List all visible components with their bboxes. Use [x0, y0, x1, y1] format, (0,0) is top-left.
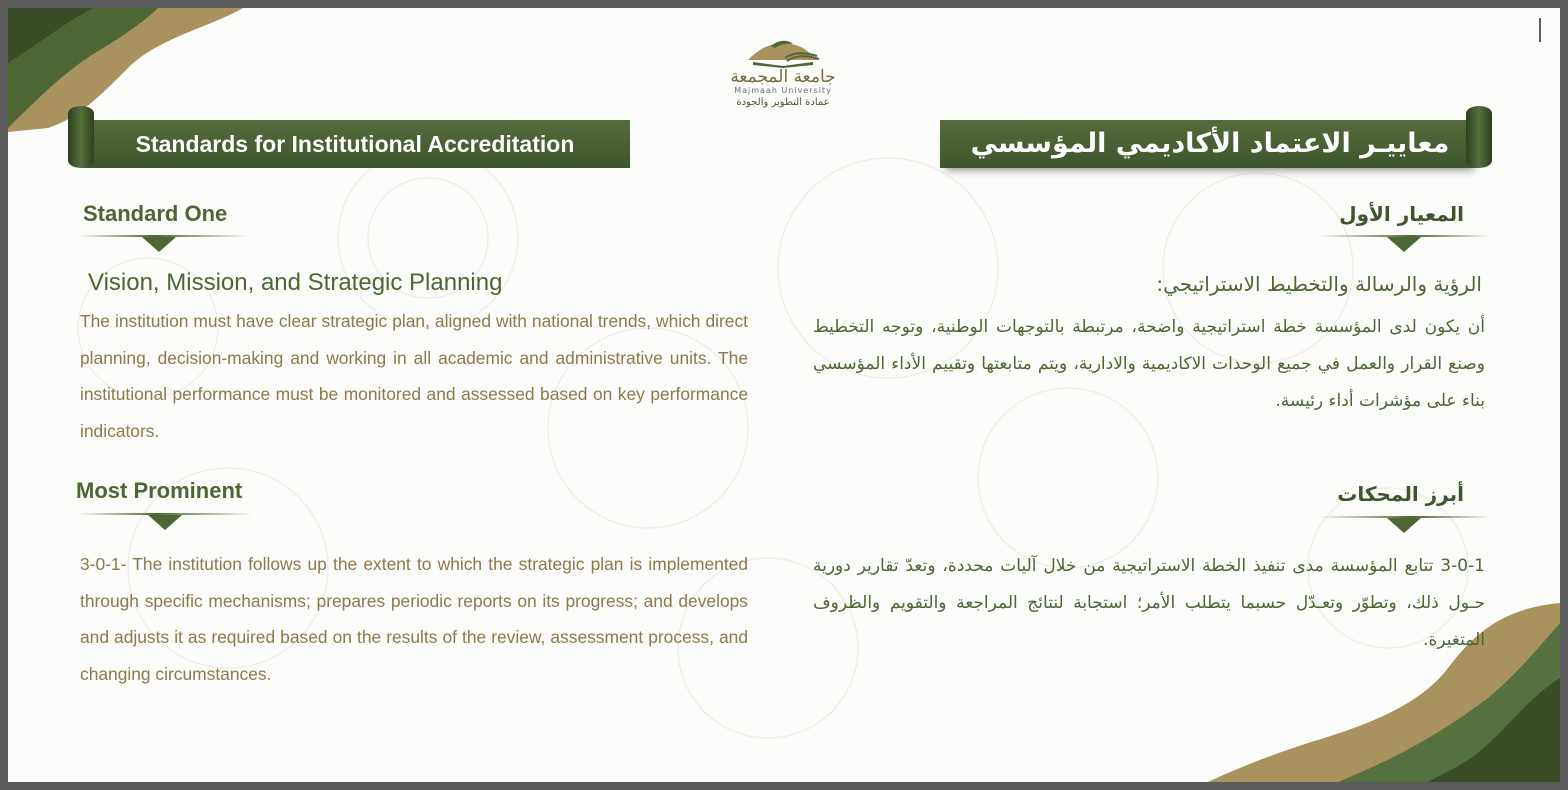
deanship-name: عمادة التطوير والجودة [736, 97, 830, 108]
university-arabic-name: جامعة المجمعة [730, 67, 836, 87]
standard-title-arabic: الرؤية والرسالة والتخطيط الاستراتيجي: [1156, 272, 1482, 296]
prominent-criterion-text: 3-0-1- The institution follows up the extent to which the strategic plan is implemented through specific mechanisms; prepares periodic reports on its progress; and develops and adjusts it as required based on the results of the review, assessment process, and changing circumstances. [80, 554, 748, 684]
most-prominent-heading: Most Prominent [76, 478, 243, 503]
university-logo [688, 34, 878, 134]
standard-one-heading-arabic: المعيار الأول [1339, 202, 1464, 226]
chevron-down-icon [148, 515, 182, 530]
standard-title: Vision, Mission, and Strategic Planning [88, 269, 503, 296]
english-title-ribbon [80, 120, 630, 168]
standard-description-arabic: أن يكون لدى المؤسسة خطة استراتيجية واضحة، مرتبطة بالتوجهات الوطنية، وتوجه التخطيط وصنع القرار والعمل في جميع الوحدات الاكاديمية والادارية، ويتم متابعتها وتقييم الأداء المؤسسي بناء على مؤشرات أداء رئيسة. [813, 317, 1485, 411]
standard-description: The institution must have clear strategic plan, aligned with national trends, which direct planning, decision-making and working in all academic and administrative units. The institutional performance must be monitored and assessed based on key performance indicators. [80, 311, 748, 441]
book-and-landscape-logo-icon [743, 34, 823, 68]
slide-canvas [8, 8, 1560, 782]
chevron-down-icon [1387, 237, 1421, 252]
arabic-banner-title: معاييـر الاعتماد الأكاديمي المؤسسي [970, 128, 1450, 159]
chevron-down-icon [142, 237, 176, 252]
standard-one-heading: Standard One [83, 201, 228, 226]
arabic-title-ribbon [940, 120, 1480, 168]
english-banner-title: Standards for Institutional Accreditation [135, 131, 575, 157]
chevron-down-icon [1387, 518, 1421, 533]
prominent-criterion-text-arabic: 3-0-1 تتابع المؤسسة مدى تنفيذ الخطة الاستراتيجية من خلال آليات محددة، وتعدّ تقارير دورية حـول ذلك، وتطوّر وتعـدّل حسبما يتطلب الأمر؛ استجابة لنتائج المراجعة والتقويم والظروف المتغيرة. [813, 556, 1485, 650]
top-left-leaf-decoration [8, 8, 243, 132]
university-english-name: Majmaah University [734, 86, 832, 95]
most-prominent-heading-arabic: أبرز المحكات [1337, 482, 1464, 506]
